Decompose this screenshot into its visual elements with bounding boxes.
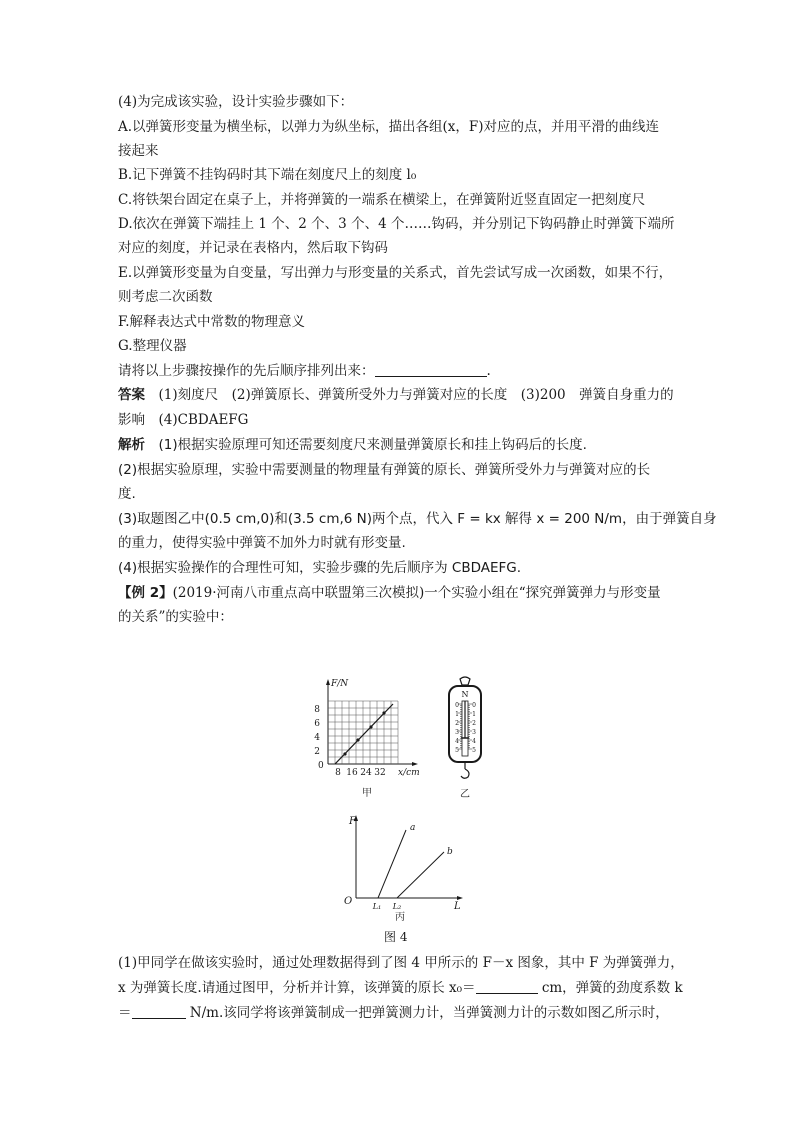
yi-scale-label: 5 bbox=[455, 747, 459, 754]
example-text-1: (2019·河南八市重点高中联盟第三次模拟)一个实验小组在“探究弹簧弹力与形变量 bbox=[172, 585, 661, 601]
spring-constant-blank[interactable] bbox=[132, 1004, 186, 1019]
example-line1 bbox=[118, 583, 661, 603]
question-text-2b: cm，弹簧的劲度系数 k bbox=[541, 980, 683, 996]
answer-line1 bbox=[118, 385, 674, 405]
order-answer-blank[interactable] bbox=[375, 362, 487, 377]
yi-scale-label: 5 bbox=[472, 747, 476, 754]
figure-jia bbox=[305, 676, 425, 802]
step-f: F.解释表达式中常数的物理意义 bbox=[118, 314, 306, 330]
analysis-text-1: (1)根据实验原理可知还需要刻度尺来测量弹簧原长和挂上钩码后的长度. bbox=[158, 437, 587, 453]
yi-scale-label: 3 bbox=[455, 729, 459, 736]
jia-data-point bbox=[343, 752, 346, 755]
example-label: 【例 2】 bbox=[118, 585, 173, 601]
order-prompt-text: 请将以上步骤按操作的先后顺序排列出来： bbox=[118, 363, 375, 379]
yi-top-ring bbox=[460, 677, 470, 685]
step-e-line2: 则考虑二次函数 bbox=[118, 289, 213, 305]
question-text-2a: x 为弹簧长度.请通过图甲，分析并计算，该弹簧的原长 x₀＝ bbox=[118, 980, 476, 996]
answer-label: 答案 bbox=[118, 387, 145, 403]
bing-x-arrow bbox=[457, 896, 463, 900]
bing-caption: 丙 bbox=[395, 912, 405, 922]
yi-scale-label: 4 bbox=[472, 738, 476, 745]
jia-data-point bbox=[369, 725, 372, 728]
yi-scale-label: 4 bbox=[455, 738, 459, 745]
step-e-line1: E.以弹簧形变量为自变量，写出弹力与形变量的关系式，首先尝试写成一次函数，如果不行， bbox=[118, 265, 673, 281]
bing-l1-label: L₁ bbox=[372, 902, 382, 911]
analysis-line5: 的重力，使得实验中弹簧不加外力时就有形变量. bbox=[118, 535, 406, 551]
jia-ytick: 6 bbox=[314, 719, 320, 729]
jia-data-point bbox=[382, 711, 385, 714]
question-text-3b: N/m.该同学将该弹簧制成一把弹簧测力计，当弹簧测力计的示数如图乙所示时， bbox=[189, 1005, 669, 1021]
jia-origin: 0 bbox=[318, 761, 324, 771]
yi-scale-label: 2 bbox=[472, 720, 476, 727]
analysis-label: 解析 bbox=[118, 437, 145, 453]
bing-line-a bbox=[378, 830, 406, 898]
jia-ytick: 4 bbox=[314, 733, 320, 743]
figure-title: 图 4 bbox=[384, 930, 408, 944]
intro-text: (4)为完成该实验，设计实验步骤如下： bbox=[118, 94, 354, 110]
step-g: G.整理仪器 bbox=[118, 338, 187, 354]
jia-xtick: 16 bbox=[346, 768, 358, 778]
original-length-blank[interactable] bbox=[476, 979, 538, 994]
example-line2: 的关系”的实验中： bbox=[118, 609, 233, 625]
jia-x-arrow bbox=[412, 762, 418, 766]
bing-label-b: b bbox=[447, 847, 453, 857]
yi-scale-label: 1 bbox=[455, 711, 459, 718]
step-a-line1: A.以弹簧形变量为横坐标，以弹力为纵坐标，描出各组(x，F)对应的点，并用平滑的曲线连 bbox=[118, 119, 660, 135]
bing-y-label: F bbox=[349, 816, 356, 827]
question-line3 bbox=[118, 1003, 669, 1023]
question-text-3a: ＝ bbox=[118, 1005, 132, 1021]
step-b: B.记下弹簧不挂钩码时其下端在刻度尺上的刻度 l₀ bbox=[118, 167, 417, 183]
yi-scale-label: 0 bbox=[472, 702, 476, 709]
jia-y-arrow bbox=[326, 679, 330, 685]
yi-scale-label: 2 bbox=[455, 720, 459, 727]
bing-label-a: a bbox=[410, 823, 416, 833]
yi-scale-label: 0 bbox=[455, 702, 459, 709]
answer-text-1: (1)刻度尺 (2)弹簧原长、弹簧所受外力与弹簧对应的长度 (3)200 弹簧自身重力的 bbox=[158, 387, 674, 403]
jia-y-label: F/N bbox=[331, 679, 349, 689]
jia-xtick: 32 bbox=[374, 768, 386, 778]
order-prompt bbox=[118, 361, 491, 381]
figure-yi bbox=[440, 676, 490, 802]
analysis-line4: (3)取题图乙中(0.5 cm,0)和(3.5 cm,6 N)两个点，代入 F = kx 解得 x = 200 N/m，由于弹簧自身 bbox=[118, 511, 717, 527]
yi-scale-label: 3 bbox=[472, 729, 476, 736]
bing-line-b bbox=[397, 852, 444, 898]
yi-caption: 乙 bbox=[460, 789, 470, 800]
yi-unit: N bbox=[461, 690, 469, 699]
figure-bing bbox=[330, 812, 470, 922]
jia-data-point bbox=[356, 738, 359, 741]
question-line2 bbox=[118, 978, 683, 998]
analysis-line3: 度. bbox=[118, 486, 136, 502]
jia-ytick: 8 bbox=[314, 705, 320, 715]
jia-ytick: 2 bbox=[314, 747, 320, 757]
step-c: C.将铁架台固定在桌子上，并将弹簧的一端系在横梁上，在弹簧附近竖直固定一把刻度尺 bbox=[118, 192, 646, 208]
step-a-line2: 接起来 bbox=[118, 143, 159, 159]
bing-x-label: L bbox=[454, 901, 461, 912]
step-d-line2: 对应的刻度，并记录在表格内，然后取下钩码 bbox=[118, 240, 388, 256]
analysis-line2: (2)根据实验原理，实验中需要测量的物理量有弹簧的原长、弹簧所受外力与弹簧对应的长 bbox=[118, 462, 651, 478]
step-d-line1: D.依次在弹簧下端挂上 1 个、2 个、3 个、4 个……钩码，并分别记下钩码静止时弹簧下端所 bbox=[118, 216, 675, 232]
answer-line2: 影响 (4)CBDAEFG bbox=[118, 412, 249, 428]
jia-xtick: 24 bbox=[360, 768, 372, 778]
jia-x-label: x/cm bbox=[398, 768, 420, 778]
jia-caption: 甲 bbox=[362, 788, 372, 799]
analysis-line6: (4)根据实验操作的合理性可知，实验步骤的先后顺序为 CBDAEFG. bbox=[118, 560, 522, 576]
jia-xtick: 8 bbox=[335, 768, 341, 778]
yi-hook bbox=[461, 769, 469, 778]
bing-l2-label: L₂ bbox=[392, 902, 402, 911]
yi-scale-label: 1 bbox=[472, 711, 476, 718]
order-prompt-end: . bbox=[486, 363, 491, 379]
question-line1: (1)甲同学在做该实验时，通过处理数据得到了图 4 甲所示的 F－x 图象，其中 F 为弹簧弹力， bbox=[118, 955, 684, 971]
analysis-line1 bbox=[118, 435, 587, 455]
bing-origin: O bbox=[344, 896, 353, 907]
